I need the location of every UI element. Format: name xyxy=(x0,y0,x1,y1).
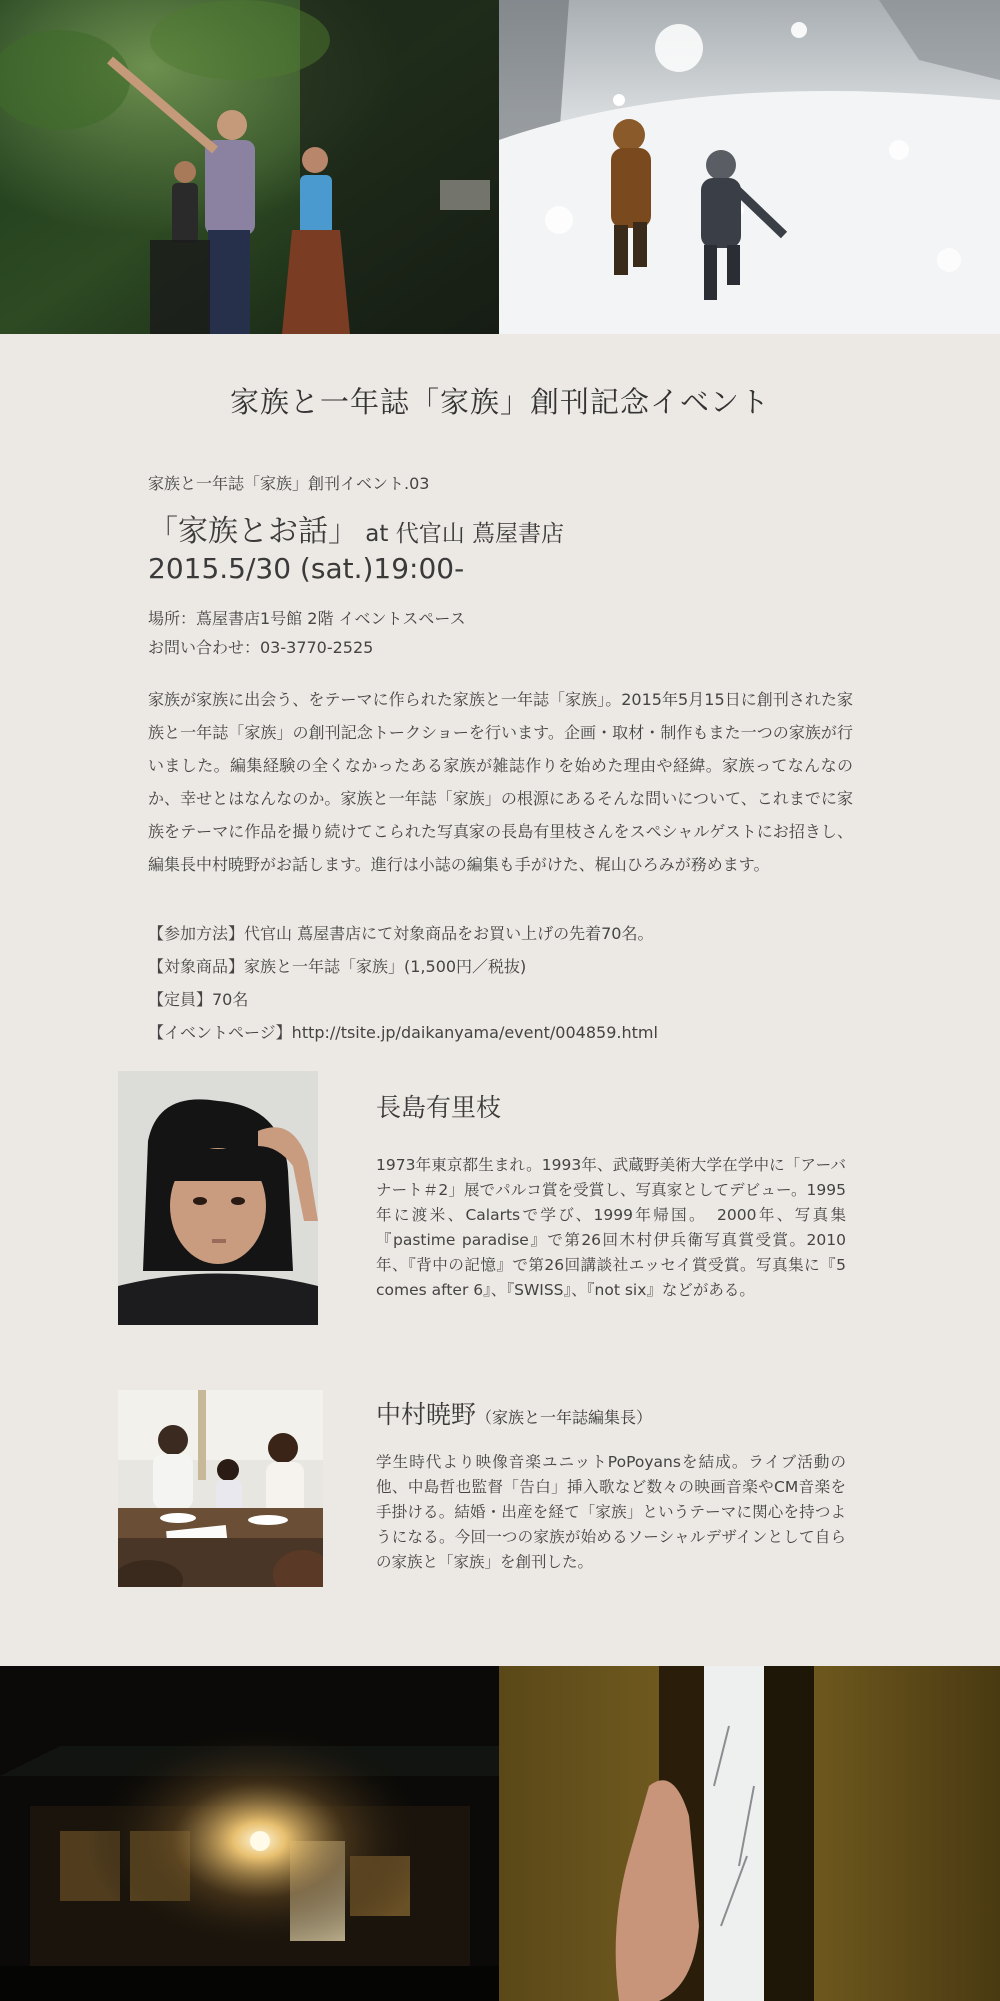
event-contact: お問い合わせ：03-3770-2525 xyxy=(148,638,374,657)
detail-participation: 【参加方法】代官山 蔦屋書店にて対象商品をお買い上げの先着70名。 xyxy=(148,924,654,943)
page-title: 家族と一年誌「家族」創刊記念イベント xyxy=(229,385,770,419)
portrait-nakamura-family xyxy=(118,1390,323,1587)
detail-event-page-link[interactable]: 【イベントページ】http://tsite.jp/daikanyama/event/004859.html xyxy=(148,1023,658,1042)
snow-children-photo xyxy=(499,0,1000,334)
person-bio: 学生時代より映像音楽ユニットPoPoyansを結成。ライブ活動の他、中島哲也監督「告白」挿入歌など数々の映画音楽やCM音楽を手掛ける。結婚・出産を経て「家族」というテーマに関心を持つようになる。今回一つの家族が始めるソーシャルデザインとして自らの家族と「家族」を創刊した。 xyxy=(376,1453,846,1571)
event-title-main: 「家族とお話」 xyxy=(148,514,358,549)
person-bio: 1973年東京都生まれ。1993年、武蔵野美術大学在学中に「アーバナート＃2」展でパルコ賞を受賞し、写真家としてデビュー。1995年に渡米、Calartsで学び、1999年帰国。 2000年、写真集『pastime paradise』で第26回木村伊兵衛写真賞受賞。2010年、『背中の記憶』で第26回講談社エッセイ賞受賞。写真集に『5 comes after 6』、『SWISS』、『not six』などがある。 xyxy=(376,1156,846,1299)
detail-capacity: 【定員】70名 xyxy=(148,990,249,1009)
person-name: 長島有里枝 xyxy=(376,1093,502,1122)
bottom-photo-strip xyxy=(0,1666,1000,2001)
portrait-nagashima xyxy=(118,1071,318,1325)
person-name-text: 中村暁野 xyxy=(376,1400,477,1429)
person-name xyxy=(376,1395,652,1431)
night-house-photo xyxy=(0,1666,499,2001)
event-info xyxy=(148,604,466,662)
event-description: 家族が家族に出会う、をテーマに作られた家族と一年誌「家族」。2015年5月15日に創刊された家族と一年誌「家族」の創刊記念トークショーを行います。企画・取材・制作もまた一つの家族が行いました。編集経験の全くなかったある家族が雑誌作りを始めた理由や経緯。家族ってなんなのか、幸せとはなんなのか。家族と一年誌「家族」の根源にあるそんな問いについて、これまでに家族をテーマに作品を撮り続けてこられた写真家の長島有里枝さんをスペシャルゲストにお招きし、編集長中村暁野がお話します。進行は小誌の編集も手がけた、梶山ひろみが務めます。 xyxy=(148,690,853,874)
window-curtain-photo xyxy=(499,1666,1000,2001)
forest-family-photo xyxy=(0,0,499,334)
detail-product: 【対象商品】家族と一年誌「家族」(1,500円／税抜) xyxy=(148,957,527,976)
person-role: （家族と一年誌編集長） xyxy=(476,1408,653,1427)
event-location: 場所：蔦屋書店1号館 2階 イベントスペース xyxy=(148,609,466,628)
event-title xyxy=(148,506,564,550)
event-datetime: 2015.5/30 (sat.)19:00- xyxy=(148,552,465,585)
top-photo-strip xyxy=(0,0,1000,334)
event-venue: at 代官山 蔦屋書店 xyxy=(358,521,565,547)
event-details xyxy=(148,917,658,1049)
event-series-label: 家族と一年誌「家族」創刊イベント.03 xyxy=(148,474,430,493)
